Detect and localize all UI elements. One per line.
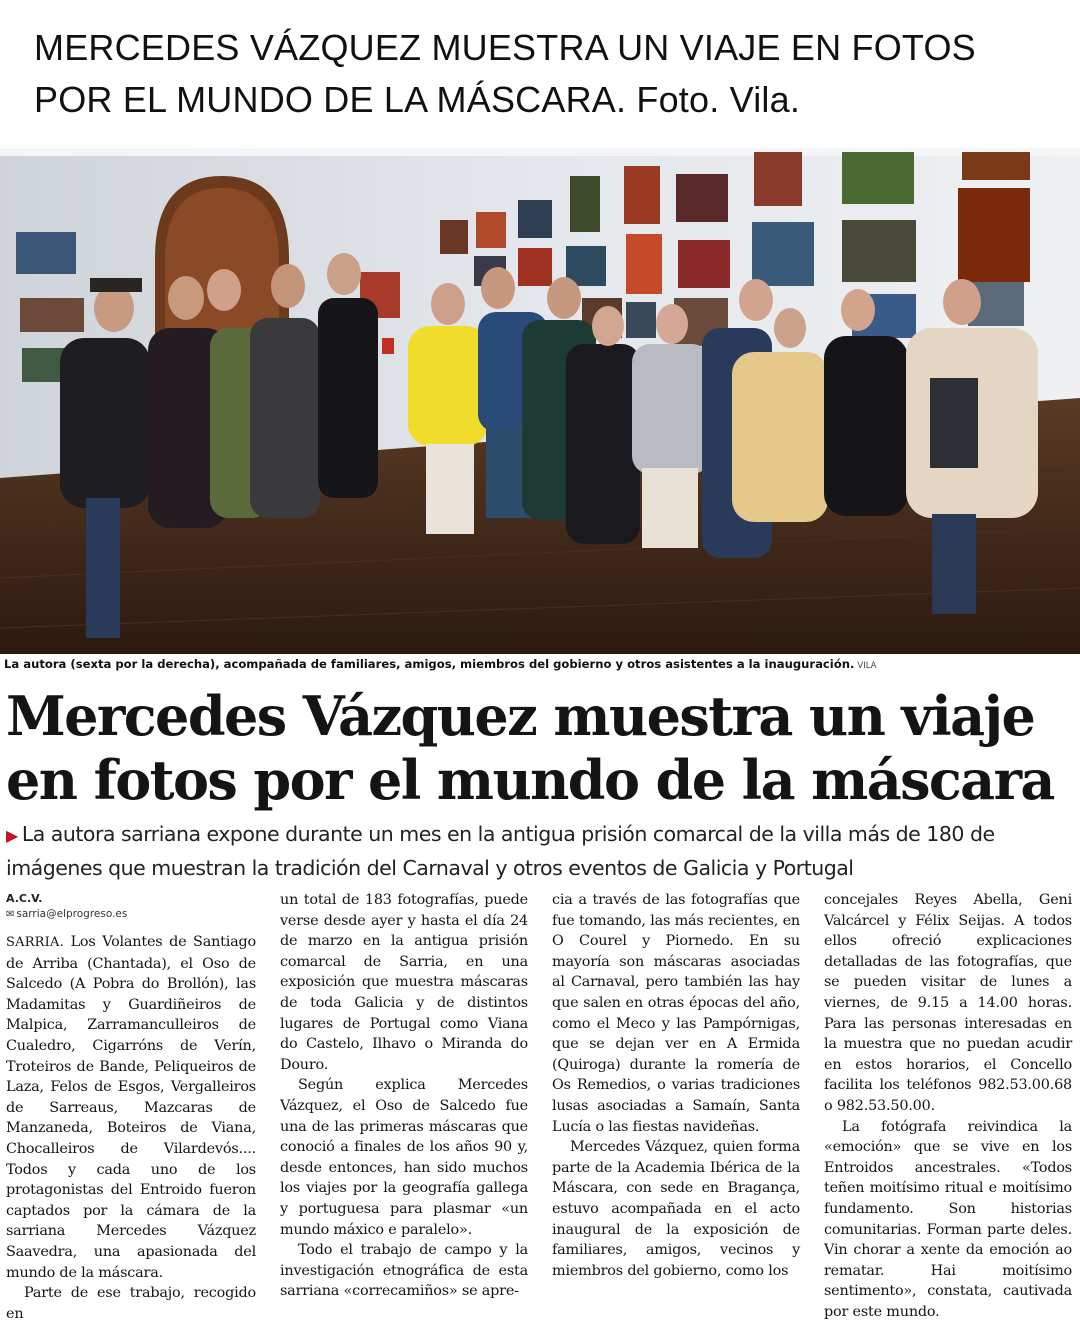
article-column-2	[280, 890, 528, 1302]
paragraph: Mercedes Vázquez, quien forma parte de la Academia Ibérica de la Máscara, con sede en Bragança, estuvo acompañada en el acto inaugural de la exposición de familiares, amigos, vecinos y miembros del gobierno, como los	[552, 1139, 800, 1279]
paragraph: La fotógrafa reivindica la «emoción» que se vive en los Entroidos ancestrales. «Todos teñen moitísimo ritual e moitísimo fundamento. Son historias comunitarias. Forman parte deles. Vin chorar a xente da emoción ao rematar. Hai moitísimo sentimento», constata, cautivada por este mundo.	[824, 1118, 1072, 1320]
paragraph: Según explica Mercedes Vázquez, el Oso de Salcedo fue una de las primeras máscaras que conoció a finales de los años 90 y, desde entonces, han sido muchos los viajes por la geografía gallega y portuguesa para plasmar «un mundo máxico e paralelo».	[280, 1077, 528, 1238]
photo-caption	[4, 655, 1076, 673]
post-caption: MERCEDES VÁZQUEZ MUESTRA UN VIAJE EN FOTOS POR EL MUNDO DE LA MÁSCARA. Foto. Vila.	[34, 27, 976, 120]
envelope-icon: ✉	[6, 909, 15, 920]
triangle-arrow-icon: ▶	[6, 826, 18, 845]
article-column-3	[552, 890, 800, 1281]
photo-credit: VILA	[857, 661, 877, 671]
article-subheadline	[6, 818, 1076, 884]
article-headline: Mercedes Vázquez muestra un viaje en fotos por el mundo de la máscara	[6, 684, 1054, 812]
subheadline-text: La autora sarriana expone durante un mes en la antigua prisión comarcal de la villa más de 180 de imágenes que muestran la tradición del Carnaval y otros eventos de Galicia y Portugal	[6, 822, 995, 880]
paragraph	[6, 932, 256, 1283]
paragraph: cia a través de las fotografías que fue tomando, las más recientes, en O Courel y Piornedo. En su mayoría son máscaras asociadas al Carnaval, pero también las hay que salen en otras épocas del año, como el Meco y las Pampórnigas, que se dejan ver en A Ermida (Quiroga) durante la romería de Os Remedios, o varias tradiciones lusas asociadas a Samaín, Santa Lucía o las fiestas navideñas.	[552, 892, 800, 1135]
paragraph-text: Los Volantes de Santiago de Arriba (Chantada), el Oso de Salcedo (A Pobra do Brollón), las Madamitas y Guardiñeiros de Malpica, Zarramanculleiros de Cualedro, Cigarróns de Verín, Troteiros de Bande, Peliqueiros de Laza, Felos de Esgos, Vergalleiros de Sarreaus, Mazcaras de Manzaneda, Boteiros de Viana, Chocalleiros de Vilardevós.... Todos y cada uno de los protagonistas del Entroido fueron captados por la cámara de la sarriana Mercedes Vázquez Saavedra, una apasionada del mundo de la máscara.	[6, 934, 256, 1281]
paragraph: Todo el trabajo de campo y la investigación etnográfica de esta sarriana «correcamiños» se apre-	[280, 1242, 528, 1300]
photo-caption-text: La autora (sexta por la derecha), acompañada de familiares, amigos, miembros del gobierno y otros asistentes a la inauguración.	[4, 657, 855, 671]
paragraph: un total de 183 fotografías, puede verse desde ayer y hasta el día 24 de marzo en la antigua prisión comarcal de Sarria, en una exposición que muestra máscaras de toda Galicia y de distintos lugares de Portugal como Viana do Castelo, Ilhavo o Miranda do Douro.	[280, 892, 528, 1073]
group-photo	[0, 148, 1080, 654]
byline-email-row	[6, 906, 266, 923]
article-column-4	[824, 890, 1072, 1322]
byline-email[interactable]: sarria@elprogreso.es	[16, 908, 128, 920]
byline	[6, 892, 266, 923]
byline-author: A.C.V.	[6, 892, 43, 905]
paragraph: Parte de ese trabajo, recogido en	[6, 1285, 256, 1322]
dateline: SARRIA.	[6, 935, 64, 950]
article-column-1	[6, 932, 256, 1324]
paragraph: concejales Reyes Abella, Geni Valcárcel y Félix Seijas. A todos ellos ofreció explicaciones detalladas de las fotografías, que se pueden visitar de lunes a viernes, de 9.15 a 14.00 horas. Para las personas interesadas en la muestra que no puedan acudir en estos horarios, el Concello facilita los teléfonos 982.53.00.68 o 982.53.50.00.	[824, 892, 1072, 1114]
